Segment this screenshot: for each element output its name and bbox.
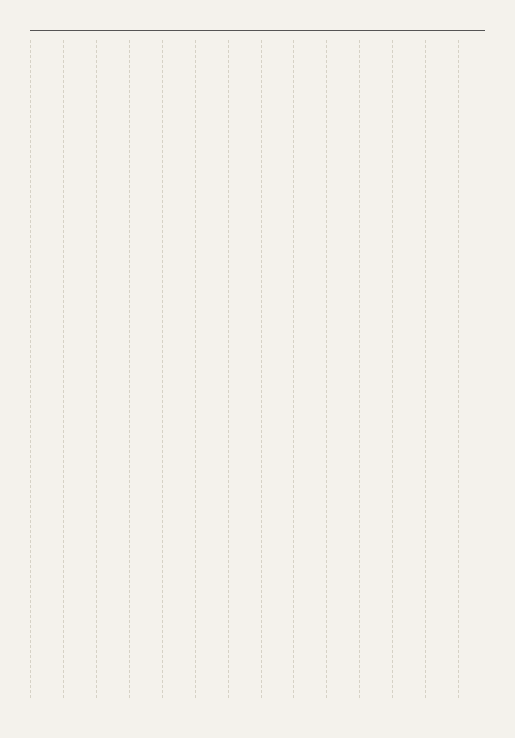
text-column — [392, 40, 419, 698]
running-header — [30, 14, 485, 31]
text-column — [228, 40, 255, 698]
text-column — [195, 40, 222, 698]
text-column — [129, 40, 156, 698]
text-column — [96, 40, 123, 698]
text-column — [63, 40, 90, 698]
text-column — [30, 40, 57, 698]
text-column — [293, 40, 320, 698]
text-column — [162, 40, 189, 698]
text-column — [458, 40, 485, 698]
text-column — [326, 40, 353, 698]
text-body — [30, 40, 485, 698]
text-column — [359, 40, 386, 698]
text-column — [425, 40, 452, 698]
text-column — [261, 40, 288, 698]
